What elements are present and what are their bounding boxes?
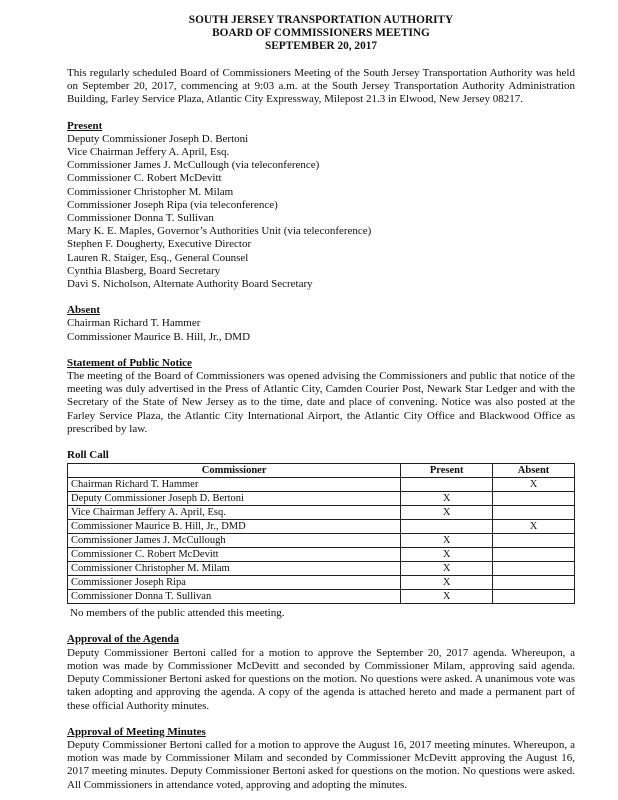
- present-mark: [401, 520, 493, 534]
- commissioner-name: Commissioner Joseph Ripa: [68, 576, 401, 590]
- commissioner-name: Commissioner Maurice B. Hill, Jr., DMD: [68, 520, 401, 534]
- present-heading: Present: [67, 119, 103, 132]
- absent-mark: [493, 590, 575, 604]
- present-item: Deputy Commissioner Joseph D. Bertoni: [67, 132, 249, 145]
- present-item: Commissioner Joseph Ripa (via teleconference): [67, 198, 278, 211]
- present-list: [67, 133, 575, 291]
- absent-mark: X: [493, 520, 575, 534]
- commissioner-name: Commissioner Donna T. Sullivan: [68, 590, 401, 604]
- commissioner-name: Deputy Commissioner Joseph D. Bertoni: [68, 492, 401, 506]
- present-mark: X: [401, 562, 493, 576]
- present-mark: X: [401, 548, 493, 562]
- public-attendance-note: No members of the public attended this meeting.: [70, 607, 285, 620]
- document-page: [67, 14, 575, 792]
- absent-mark: [493, 562, 575, 576]
- absent-mark: [493, 506, 575, 520]
- present-item: Lauren R. Staiger, Esq., General Counsel: [67, 251, 249, 264]
- title-line-organization: SOUTH JERSEY TRANSPORTATION AUTHORITY: [188, 14, 454, 26]
- present-mark: X: [401, 506, 493, 520]
- table-row: [68, 492, 575, 506]
- roll-call-heading: Roll Call: [67, 449, 109, 462]
- table-row: [68, 562, 575, 576]
- public-notice-heading: Statement of Public Notice: [67, 356, 192, 369]
- present-item: Vice Chairman Jeffery A. April, Esq.: [67, 146, 230, 159]
- table-row: [68, 576, 575, 590]
- commissioner-name: Commissioner Christopher M. Milam: [68, 562, 401, 576]
- title-line-date: SEPTEMBER 20, 2017: [264, 40, 378, 52]
- commissioner-name: Chairman Richard T. Hammer: [68, 478, 401, 492]
- absent-mark: X: [493, 478, 575, 492]
- minutes-paragraph: Deputy Commissioner Bertoni called for a motion to approve the August 16, 2017 meeting minutes. Whereupon, a motion was made by Commissioner Milam and seconded by Commissioner McDevitt approving the August 16, 2017 meeting minutes. Deputy Commissioner Bertoni asked for questions on the motion. No questions were asked. All Commissioners in attendance voted, approving and adopting the minutes.: [67, 738, 575, 791]
- commissioner-name: Commissioner James J. McCullough: [68, 534, 401, 548]
- present-mark: X: [401, 492, 493, 506]
- present-mark: X: [401, 576, 493, 590]
- document-title: [67, 14, 575, 53]
- present-mark: X: [401, 534, 493, 548]
- absent-heading: Absent: [67, 304, 101, 317]
- table-row: [68, 590, 575, 604]
- roll-call-table: [67, 463, 575, 604]
- present-mark: X: [401, 590, 493, 604]
- table-row: [68, 506, 575, 520]
- agenda-heading: Approval of the Agenda: [67, 633, 179, 646]
- present-item: Commissioner Donna T. Sullivan: [67, 212, 214, 225]
- table-row: [68, 548, 575, 562]
- commissioner-name: Commissioner C. Robert McDevitt: [68, 548, 401, 562]
- column-header-present: Present: [401, 464, 493, 478]
- absent-item: Commissioner Maurice B. Hill, Jr., DMD: [67, 330, 251, 343]
- present-item: Commissioner James J. McCullough (via teleconference): [67, 159, 320, 172]
- intro-paragraph: This regularly scheduled Board of Commissioners Meeting of the South Jersey Transportation Authority was held on September 20, 2017, commencing at 9:03 a.m. at the South Jersey Transportation Authority Administration Building, Farley Service Plaza, Atlantic City Expressway, Milepost 21.3 in Elwood, New Jersey 08217.: [67, 67, 575, 106]
- commissioner-name: Vice Chairman Jeffery A. April, Esq.: [68, 506, 401, 520]
- present-item: Commissioner Christopher M. Milam: [67, 185, 234, 198]
- column-header-absent: Absent: [493, 464, 575, 478]
- minutes-heading: Approval of Meeting Minutes: [67, 725, 206, 738]
- roll-call-header-row: [68, 464, 575, 478]
- absent-mark: [493, 492, 575, 506]
- absent-mark: [493, 548, 575, 562]
- public-notice-paragraph: The meeting of the Board of Commissioners was opened advising the Commissioners and public that notice of the meeting was duly advertised in the Press of Atlantic City, Camden Courier Post, Newark Star Ledger and with the Secretary of the State of New Jersey as to the time, date and place of convening. Notice was also posted at the Farley Service Plaza, the Atlantic City International Airport, the Atlantic City Office and Blackwood Office as prescribed by law.: [67, 370, 575, 435]
- column-header-commissioner: Commissioner: [68, 464, 401, 478]
- present-item: Stephen F. Dougherty, Executive Director: [67, 238, 252, 251]
- agenda-paragraph: Deputy Commissioner Bertoni called for a motion to approve the September 20, 2017 agenda. Whereupon, a motion was made by Commissioner McDevitt and seconded by Commissioner Milam, approving said agenda. Deputy Commissioner Bertoni asked for questions on the motion. No questions were asked. A unanimous vote was taken adopting and approving the agenda. A copy of the agenda is attached hereto and made a permanent part of these official Authority minutes.: [67, 646, 575, 712]
- present-mark: [401, 478, 493, 492]
- present-item: Davi S. Nicholson, Alternate Authority Board Secretary: [67, 278, 313, 291]
- table-row: [68, 520, 575, 534]
- absent-item: Chairman Richard T. Hammer: [67, 317, 201, 330]
- present-item: Cynthia Blasberg, Board Secretary: [67, 264, 221, 277]
- table-row: [68, 534, 575, 548]
- absent-mark: [493, 534, 575, 548]
- present-item: Commissioner C. Robert McDevitt: [67, 172, 222, 185]
- absent-list: [67, 317, 575, 343]
- table-row: [68, 478, 575, 492]
- title-line-meeting: BOARD OF COMMISSIONERS MEETING: [212, 27, 430, 39]
- present-item: Mary K. E. Maples, Governor’s Authorities Unit (via teleconference): [67, 225, 372, 238]
- absent-mark: [493, 576, 575, 590]
